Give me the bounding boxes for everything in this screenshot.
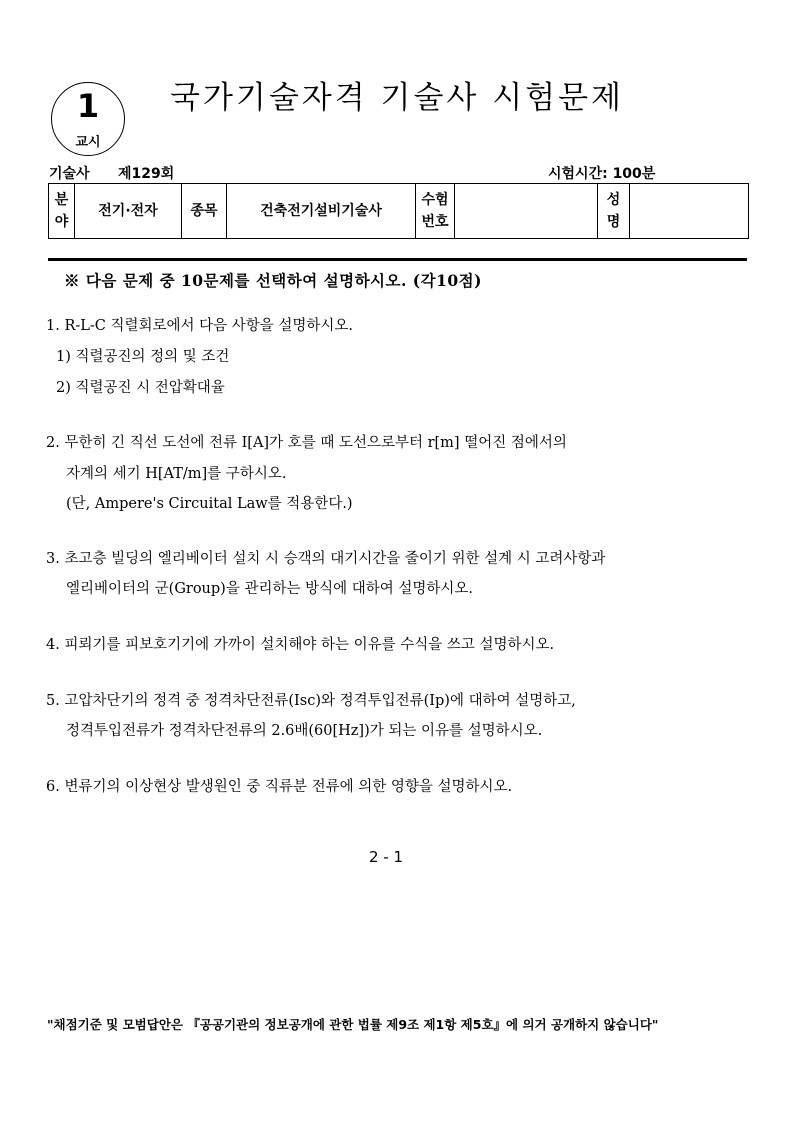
session-label: 교시 xyxy=(75,135,101,150)
question-1-item-1: 1) 직렬공진의 정의 및 조건 xyxy=(56,349,230,365)
name-field xyxy=(630,184,749,239)
question-3: 3. 초고층 빌딩의 엘리베이터 설치 시 승객의 대기시간을 줄이기 위한 설계 시 고려사항과 xyxy=(46,551,606,567)
category-label: 종목 xyxy=(182,184,227,239)
field-label-1: 분 xyxy=(54,192,69,208)
question-1-item-2: 2) 직렬공진 시 전압확대율 xyxy=(56,380,225,396)
question-6: 6. 변류기의 이상현상 발생원인 중 직류분 전류에 의한 영향을 설명하시오. xyxy=(46,779,513,795)
field-label-cell xyxy=(49,184,75,239)
exam-info-table xyxy=(48,183,749,239)
name-label-cell xyxy=(598,184,630,239)
exam-title: 국가기술자격 기술사 시험문제 xyxy=(170,80,625,116)
exam-type: 기술사 xyxy=(49,166,90,182)
question-2-line-2: 자계의 세기 H[AT/m]를 구하시오. xyxy=(66,466,287,482)
examinee-label-cell xyxy=(416,184,455,239)
session-badge xyxy=(51,82,125,156)
examinee-label-1: 수험 xyxy=(421,192,449,208)
page-number: 2 - 1 xyxy=(369,848,404,866)
question-2: 2. 무한히 긴 직선 도선에 전류 I[A]가 호를 때 도선으로부터 r[m] 떨어진 점에서의 xyxy=(46,435,567,451)
examinee-label-2: 번호 xyxy=(421,214,449,230)
question-5-line-2: 정격투입전류가 정격차단전류의 2.6배(60[Hz])가 되는 이유를 설명하시오. xyxy=(66,723,543,739)
name-label-2: 명 xyxy=(606,214,621,230)
field-label-2: 야 xyxy=(54,214,69,230)
exam-round: 제129회 xyxy=(118,166,175,182)
question-5: 5. 고압차단기의 정격 중 정격차단전류(Isc)와 정격투입전류(Ip)에 대하여 설명하고, xyxy=(46,693,576,709)
session-number: 1 xyxy=(76,87,100,125)
question-2-note: (단, Ampere's Circuital Law를 적용한다.) xyxy=(66,496,353,512)
exam-time: 시험시간: 100분 xyxy=(548,166,656,182)
instruction: ※ 다음 문제 중 10문제를 선택하여 설명하시오. (각10점) xyxy=(64,271,482,290)
field-value: 전기·전자 xyxy=(75,184,182,239)
examinee-number-field xyxy=(455,184,598,239)
question-3-line-2: 엘리베이터의 군(Group)을 관리하는 방식에 대하여 설명하시오. xyxy=(66,581,473,597)
header-divider xyxy=(48,258,747,261)
category-value: 건축전기설비기술사 xyxy=(227,184,416,239)
footer-note: "채점기준 및 모범답안은 『공공기관의 정보공개에 관한 법률 제9조 제1항 제5호』에 의거 공개하지 않습니다" xyxy=(47,1017,659,1032)
name-label-1: 성 xyxy=(606,192,621,208)
question-1: 1. R-L-C 직렬회로에서 다음 사항을 설명하시오. xyxy=(46,318,354,334)
question-4: 4. 피뢰기를 피보호기기에 가까이 설치해야 하는 이유를 수식을 쓰고 설명하시오. xyxy=(46,637,555,653)
